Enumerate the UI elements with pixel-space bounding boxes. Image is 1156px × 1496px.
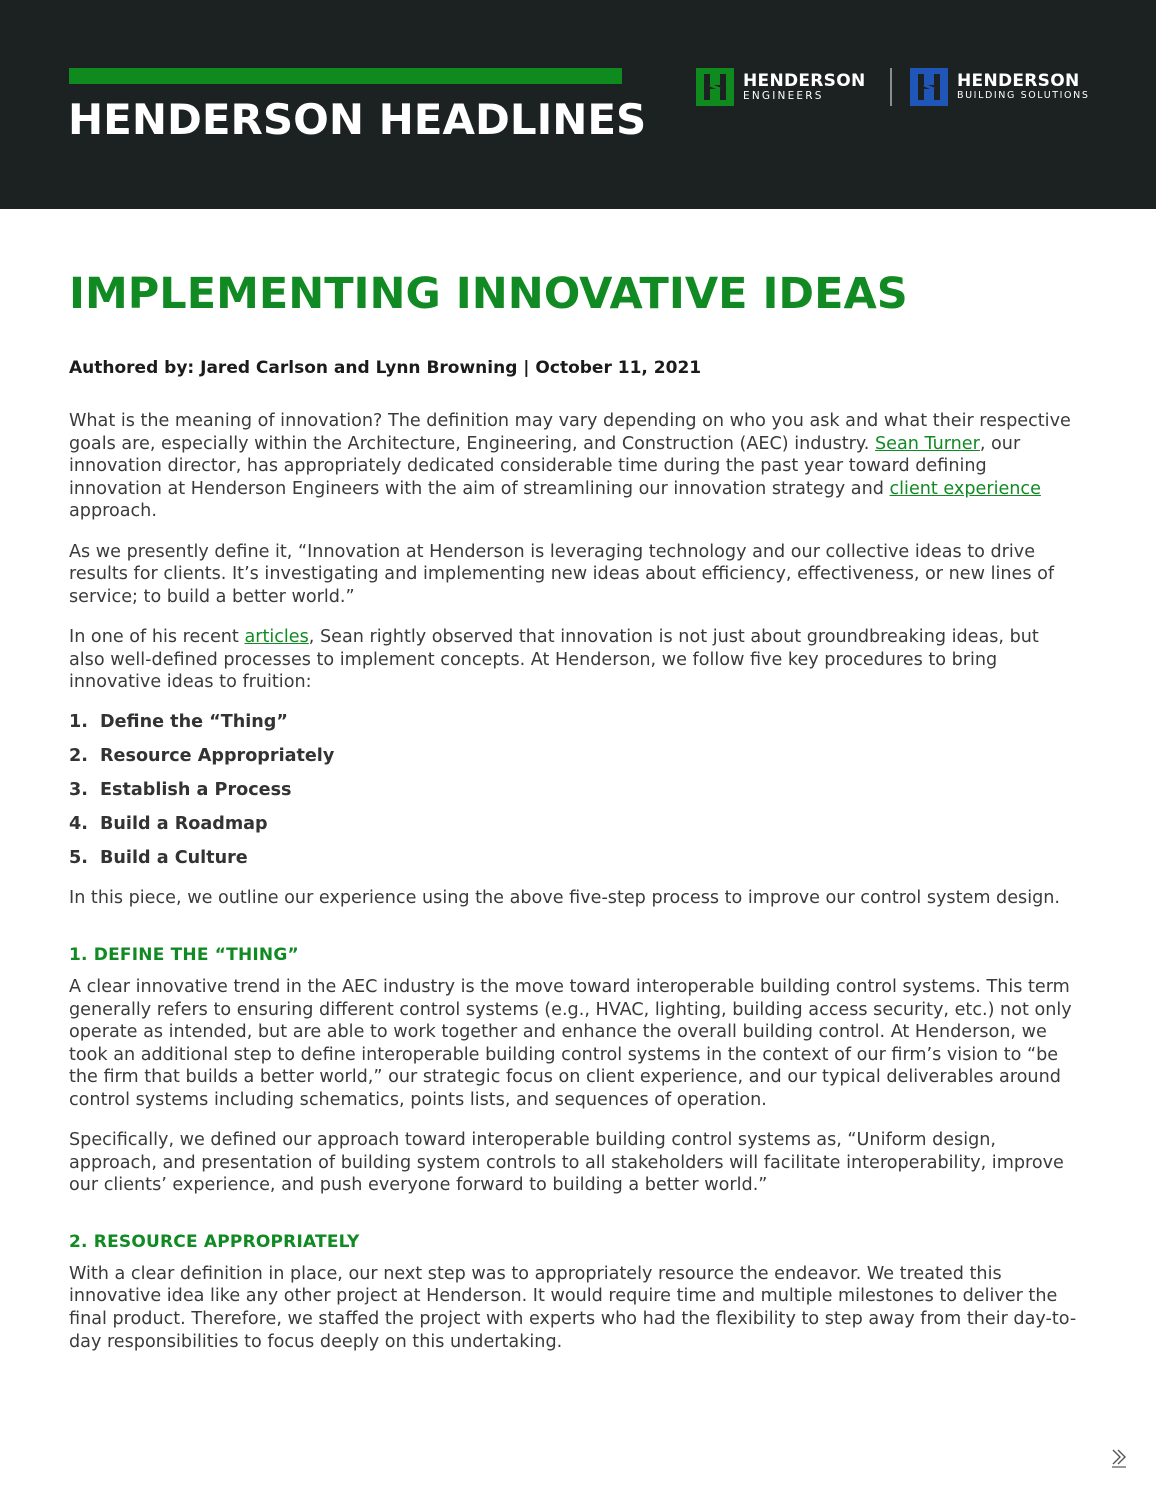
logo-engineers-name: HENDERSON [743,71,866,91]
intro-text-3: approach. [69,501,157,522]
steps-list [69,711,1079,869]
step-number: 2. [69,746,88,767]
step-number: 5. [69,848,88,869]
logo-bs-sub: BUILDING SOLUTIONS [957,90,1090,101]
step-label: Build a Roadmap [100,814,268,835]
articles-text-2: , Sean rightly observed that innovation is not just about groundbreaking ideas, but also well-defined processes to implement concepts. At Henderson, we follow five key procedures to bring innovative ideas to fruition: [69,626,1039,693]
henderson-engineers-logo[interactable] [696,68,866,106]
henderson-h-blue-icon [910,68,948,106]
articles-paragraph [69,626,1079,694]
articles-link[interactable]: articles [244,626,309,647]
intro-text-1: What is the meaning of innovation? The definition may vary depending on who you ask and what their respective goals are, especially within the Architecture, Engineering, and Construction (AEC) industry. [69,411,1071,454]
definition-paragraph: As we presently define it, “Innovation at Henderson is leveraging technology and our collective ideas to drive results for clients. It’s investigating and implementing new ideas about efficiency, effectiveness, or new lines of service; to build a better world.” [69,541,1055,607]
list-item [69,745,1079,767]
sean-turner-link[interactable]: Sean Turner [874,433,980,454]
list-item [69,779,1079,801]
step-label: Build a Culture [100,848,248,869]
logo-divider [890,68,892,106]
step-label: Define the “Thing” [100,712,288,733]
list-item [69,813,1079,835]
article-body [69,410,1079,1371]
outline-paragraph: In this piece, we outline our experience using the above five-step process to improve our control system design. [69,888,1061,909]
header-banner [0,0,1156,209]
section-heading-resource: 2. RESOURCE APPROPRIATELY [69,1231,360,1252]
step-number: 3. [69,780,88,801]
step-label: Resource Appropriately [100,746,335,767]
step-number: 1. [69,712,88,733]
section-heading-define: 1. DEFINE THE “THING” [69,944,299,965]
newsletter-title: HENDERSON HEADLINES [68,95,647,144]
henderson-h-green-icon [696,68,734,106]
header-accent-bar [69,68,622,84]
client-experience-link[interactable]: client experience [889,478,1041,499]
article-byline: Authored by: Jared Carlson and Lynn Browning | October 11, 2021 [69,358,702,378]
intro-text-2: , our innovation director, has appropriately dedicated considerable time during the past year toward defining innovation at Henderson Engineers with the aim of streamlining our innovation strategy and [69,433,1021,499]
articles-text-1: In one of his recent [69,626,245,647]
step-number: 4. [69,814,88,835]
step-label: Establish a Process [100,780,292,801]
section1-paragraph-1: A clear innovative trend in the AEC industry is the move toward interoperable building control systems. This term generally refers to ensuring different control systems (e.g., HVAC, lighting, building access security, etc.) not only operate as intended, but are able to work together and enhance the overall building control. At Henderson, we took an additional step to define interoperable building control systems in the context of our firm’s vision to “be the firm that builds a better world,” our strategic focus on client experience, and our typical deliverables around control systems including schematics, points lists, and sequences of operation. [69,976,1072,1110]
list-item [69,847,1079,869]
section1-paragraph-2: Specifically, we defined our approach toward interoperable building control systems as, “Uniform design, approach, and presentation of building system controls to all stakeholders will facilitate interoperability, improve our clients’ experience, and push everyone forward to building a better world.” [69,1130,1064,1196]
list-item [69,711,1079,733]
double-chevron-right-icon[interactable] [1110,1448,1128,1468]
henderson-building-solutions-logo[interactable] [910,68,1089,106]
logo-engineers-sub: ENGINEERS [743,90,824,102]
intro-paragraph [69,410,1079,523]
article-title: IMPLEMENTING INNOVATIVE IDEAS [69,269,908,319]
section2-paragraph-1: With a clear definition in place, our next step was to appropriately resource the endeavor. We treated this innovative idea like any other project at Henderson. It would require time and multiple milestones to deliver the final product. Therefore, we staffed the project with experts who had the flexibility to step away from their day-to-day responsibilities to focus deeply on this undertaking. [69,1263,1077,1352]
logo-bs-name: HENDERSON [957,71,1080,91]
